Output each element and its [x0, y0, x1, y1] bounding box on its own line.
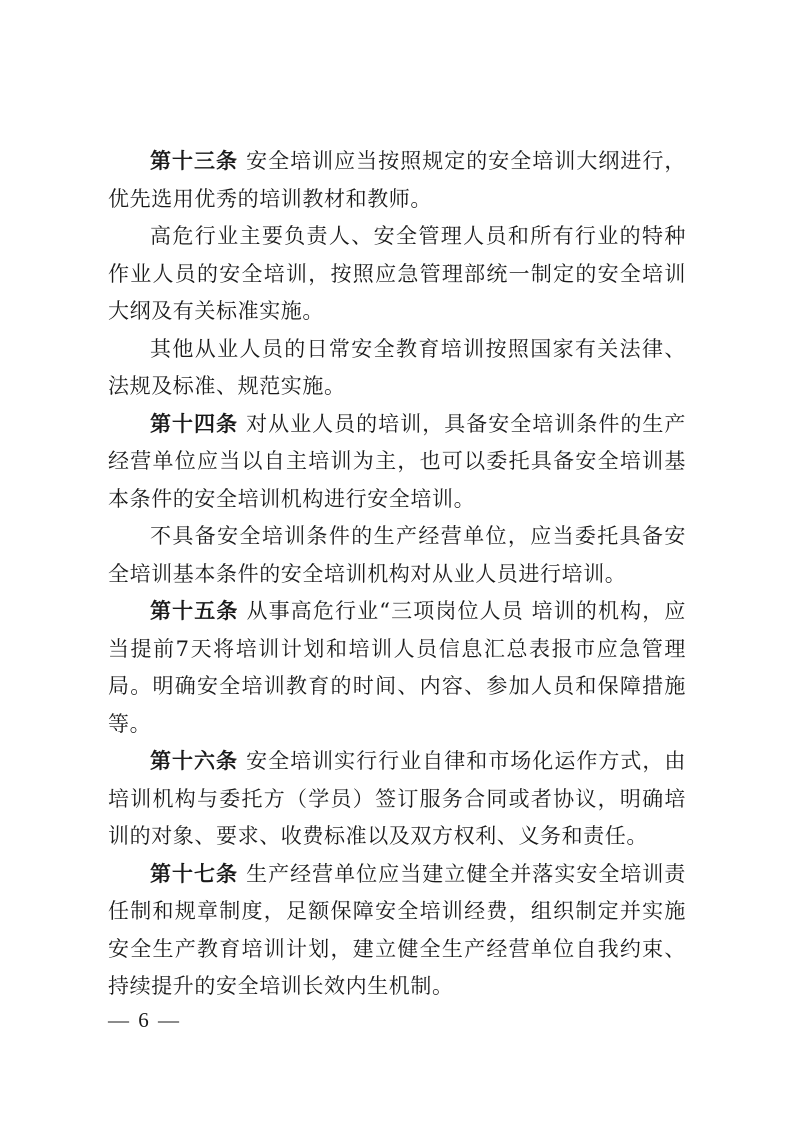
article-number: 第十七条	[150, 861, 239, 886]
paragraph-text: 安全培训实行行业自律和市场化运作方式，由培训机构与委托方（学员）签订服务合同或者协议，明确培训的对象、要求、收费标准以及双方权利、义务和责任。	[108, 749, 687, 848]
article-number: 第十五条	[150, 599, 239, 623]
paragraph-article-13	[108, 143, 686, 218]
paragraph-entrusted-training	[108, 518, 686, 593]
paragraph-high-risk-training	[108, 218, 686, 331]
paragraph-article-17	[108, 856, 686, 1006]
paragraph-article-15	[108, 593, 686, 743]
paragraph-text: 从事高危行业“三项岗位人员 培训的机构，应当提前7天将培训计划和培训人员信息汇总表报市应急管理局。明确安全培训教育的时间、内容、参加人员和保障措施等。	[108, 599, 686, 736]
paragraph-text: 生产经营单位应当建立健全并落实安全培训责任制和规章制度，足额保障安全培训经费，组织制定并实施安全生产教育培训计划，建立健全生产经营单位自我约束、持续提升的安全培训长效内生机制。	[108, 861, 687, 998]
article-number: 第十四条	[150, 411, 239, 436]
paragraph-article-16	[108, 743, 686, 856]
article-number: 第十三条	[150, 149, 239, 173]
paragraph-article-14	[108, 406, 686, 519]
paragraph-text: 其他从业人员的日常安全教育培训按照国家有关法律、法规及标准、规范实施。	[108, 336, 686, 398]
paragraph-text: 不具备安全培训条件的生产经营单位，应当委托具备安全培训基本条件的安全培训机构对从业人员进行培训。	[108, 524, 686, 586]
article-number: 第十六条	[150, 749, 239, 773]
paragraph-text: 安全培训应当按照规定的安全培训大纲进行，优先选用优秀的培训教材和教师。	[108, 149, 687, 211]
paragraph-other-staff-training	[108, 331, 686, 406]
paragraph-text: 高危行业主要负责人、安全管理人员和所有行业的特种作业人员的安全培训，按照应急管理部统一制定的安全培训大纲及有关标准实施。	[108, 224, 686, 323]
paragraph-text: 对从业人员的培训，具备安全培训条件的生产经营单位应当以自主培训为主，也可以委托具备安全培训基本条件的安全培训机构进行安全培训。	[108, 411, 687, 511]
page-number: — 6 —	[108, 1008, 181, 1032]
document-body	[108, 143, 686, 1006]
